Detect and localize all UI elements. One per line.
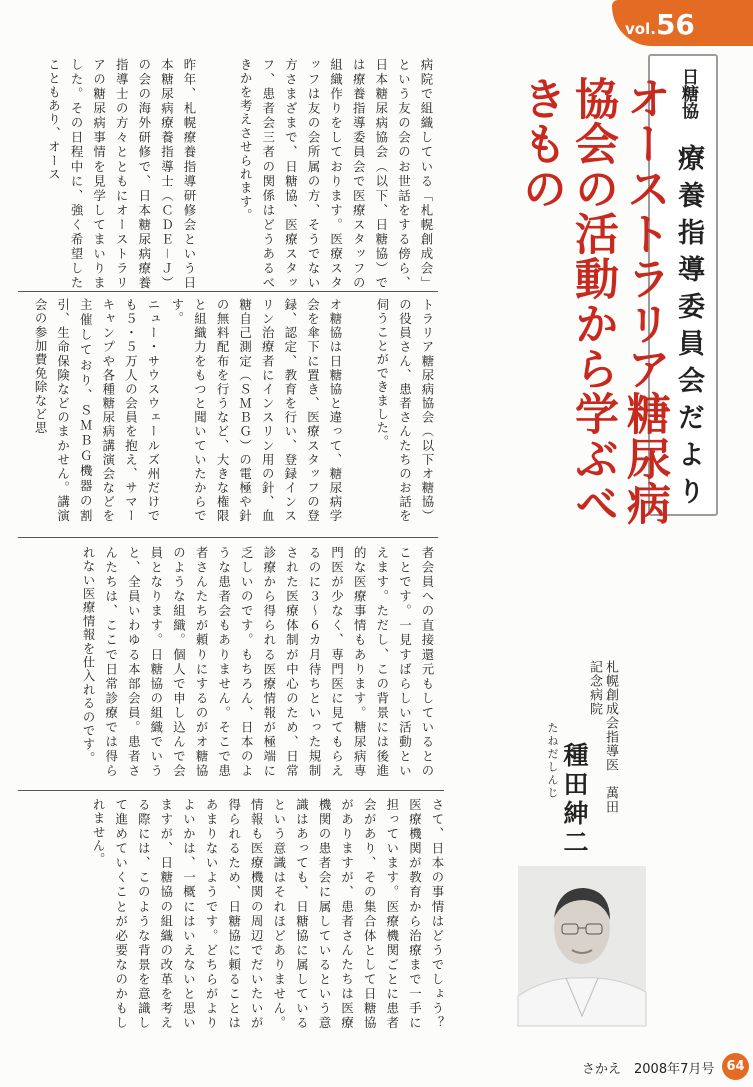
author-photo [518, 866, 646, 1026]
body-column: 昨年、札幌療養指導研修会という日本糖尿病療養指導士（ＣＤＥ－Ｊ）の会の海外研修で、日本糖尿病療養指導士の方々とともにオーストラリアの糖尿病事情を見学してまいりました。その日程中に、強く希望したこともあり、オース [46, 58, 197, 290]
author-portrait-image [518, 866, 646, 1026]
author-affiliation: 札幌創成会指導医 萬田記念病院 [587, 660, 618, 814]
vol-number: 56 [655, 8, 695, 41]
section-divider [18, 790, 444, 791]
body-column: オ糖協は日糖協と違って、糖尿病学会を傘下に置き、医療スタッフの登録、認定、教育を行い、登録インスリン治療者にインスリン用の針、血糖自己測定（ＳＭＢＧ）の電極や針の無料配布を行うなど、大きな権限と組織力をもつと聞いていたからです。 [169, 298, 343, 523]
body-column: ニュー・サウスウェールズ州だけでも５・５万人の会員を抱え、サマーキャンプや各種糖尿病講演会などを主催しており、ＳＭＢＧ機器の割引、生命保険などのまかせん。講演会の参加費免除など思 [33, 298, 161, 523]
body-column: 者会員への直接還元もしているとのことです。一見すばらしい活動といえます。ただし、この背景には後進的な医療事情もあります。糖尿病専門医が少なく、専門医に見てもらえるのに３〜６カ月待ちといった規制された医療体制が中心のため、日常診療から得られる医療情報が極端に乏しいのです。もちろん、日本のような患者会もありません。そこで患者さんたちが頼りにするのがオ糖協のような組織。個人で申し込んで会員となります。日糖協の組織でいうと、全員いわゆる本部会員。患者さんたちは、ここで日常診療では得られない医療情報を仕入れるのです。 [81, 546, 435, 778]
body-column: 病院で組織している「札幌創成会」という友の会のお世話をする傍ら、日本糖尿病協会（以下、日糖協）では療養指導委員会で医療スタッフの組織作りをしております。医療スタッフは友の会所属の方、そうでない方さまざまで、日糖協、医療スタッフ、患者会三者の関係はどうあるべきかを考えさせられます。 [238, 58, 434, 290]
body-column: さて、日本の事情はどうでしょう？ 医療機関が教育から治療まで一手に担っています。医療機関ごとに患者会があり、その集合体として日糖協がありますが、患者さんたちは医療機関の患者会に属しているという意識はあっても、日糖協に属しているという意識はそれほどありません。情報も医療機関の周辺でだいたいが得られるため、日糖協に頼ることはあまりないようです。どちらがよりよいかは、一概にはいえないと思いますが、日糖協の組織の改革を考える際には、このような背景を意識して進めていくことが必要なのかもしれません。 [91, 798, 445, 1044]
page-number: 64 [722, 1053, 749, 1080]
vol-label [625, 8, 695, 41]
article-title: オーストラリア糖尿病協会の活動から学ぶべきもの [515, 76, 670, 526]
author-name: 種田紳二 [560, 742, 589, 858]
section-divider [18, 291, 438, 292]
author-name-ruby: たねだしんじ [546, 722, 559, 800]
section-divider [18, 537, 438, 538]
body-column: トラリア糖尿病協会（以下オ糖協）の役員さん、患者さんたちのお話を伺うことができました。 [374, 298, 435, 523]
column-label-main: 療養指導委員会だより [673, 144, 704, 514]
vol-prefix: vol. [625, 20, 656, 38]
column-label-sub: 日糖協 [678, 68, 698, 119]
magazine-issue: さかえ 2008年7月号 [582, 1062, 715, 1077]
